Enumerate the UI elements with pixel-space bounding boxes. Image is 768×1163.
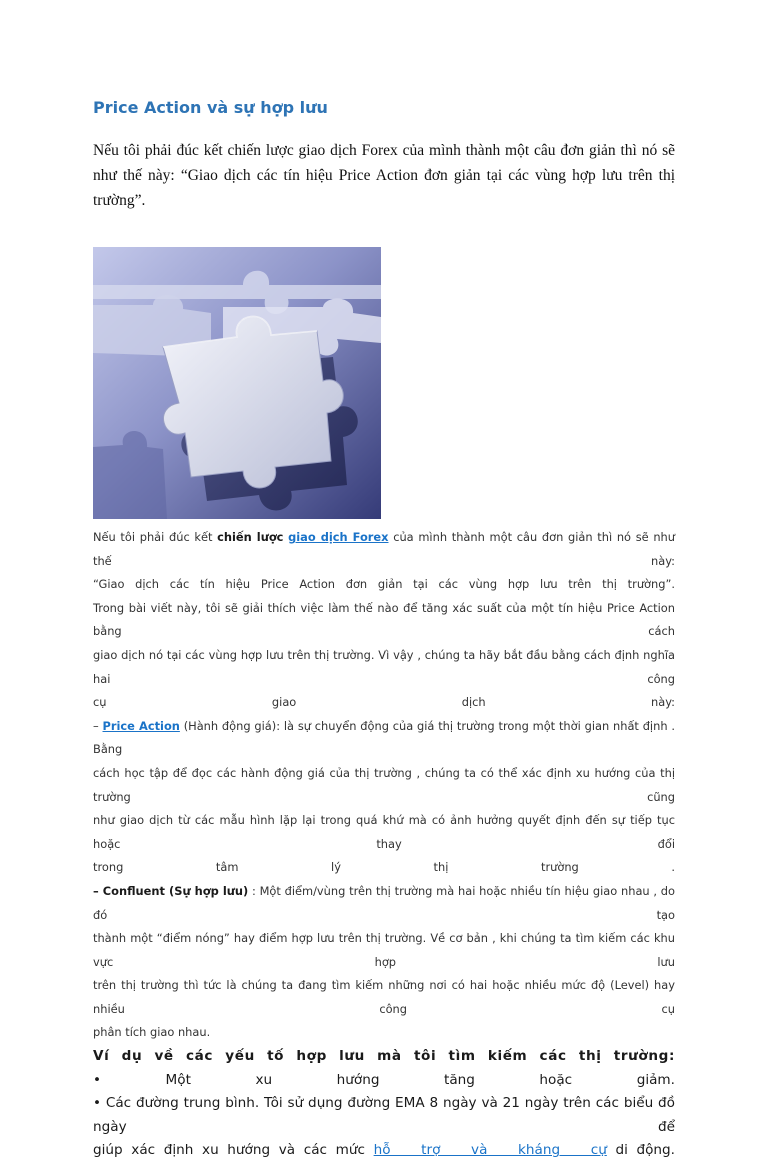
list-item: • Các đường trung bình. Tôi sử dụng đường EMA 8 ngày và 21 ngày trên các biểu đồ ngày để: [93, 1095, 675, 1135]
body-text-span: Nếu tôi phải đúc kết: [93, 530, 218, 544]
intro-paragraph: [93, 138, 675, 213]
bold-term: chiến lược: [217, 530, 284, 544]
body-line: “Giao dịch các tín hiệu Price Action đơn giản tại các vùng hợp lưu trên thị trường”.: [93, 577, 675, 592]
body-line: thành một “điểm nóng” hay điểm hợp lưu trên thị trường. Về cơ bản , khi chúng ta tìm kiếm các khu vực hợp lưu: [93, 931, 675, 969]
examples-section: [93, 1045, 675, 1163]
body-line: [93, 526, 675, 573]
body-text-span: di động.: [606, 1142, 676, 1159]
body-line: [93, 880, 675, 927]
body-text-span: của mình thành một câu đơn giản thì nó sẽ như thế này:: [93, 530, 675, 568]
body-text-span: (Hành động giá): là sự chuyển động của giá thị trường trong một thời gian nhất định . Bằng: [93, 718, 675, 757]
body-line: Trong bài viết này, tôi sẽ giải thích việc làm thế nào để tăng xác suất của một tín hiệu Price Action bằng cách: [93, 600, 675, 639]
article-body: [93, 526, 675, 1163]
body-line: phân tích giao nhau.: [93, 1025, 211, 1040]
body-line: trong tâm lý thị trường .: [93, 860, 675, 875]
body-text-span: giúp xác định xu hướng và các mức: [93, 1142, 374, 1159]
dash: –: [93, 718, 103, 733]
link-ho-tro-khang-cu[interactable]: hỗ trợ và kháng cự: [373, 1142, 607, 1159]
list-item: [93, 1139, 675, 1163]
body-text-span: : Một điểm/vùng trên thị trường mà hai hoặc nhiều tín hiệu giao nhau , do đó tạo: [93, 883, 675, 922]
article-title: Price Action và sự hợp lưu: [93, 98, 328, 117]
list-item: • Một xu hướng tăng hoặc giảm.: [93, 1071, 675, 1088]
body-line: trên thị trường thì tức là chúng ta đang tìm kiếm những nơi có hai hoặc nhiều mức độ (Level) hay nhiều công cụ: [93, 978, 675, 1016]
body-line: cách học tập để đọc các hành động giá của thị trường , chúng ta có thể xác định xu hướng của thị trường cũng: [93, 765, 675, 804]
intro-text: Nếu tôi phải đúc kết chiến lược giao dịch Forex của mình thành một câu đơn giản thì nó sẽ như thế này: “Giao dịch các tín hiệu Price Action đơn giản tại các vùng hợp lưu trên thị trường”.: [93, 142, 675, 209]
body-line: cụ giao dịch này:: [93, 695, 675, 710]
bold-term: – Confluent (Sự hợp lưu): [93, 883, 249, 898]
body-line: giao dịch nó tại các vùng hợp lưu trên thị trường. Vì vậy , chúng ta hãy bắt đầu bằng cách định nghĩa hai công: [93, 647, 675, 686]
link-giao-dich-forex[interactable]: giao dịch Forex: [288, 530, 389, 544]
body-line: như giao dịch từ các mẫu hình lặp lại trong quá khứ mà có ảnh hưởng quyết định đến sự tiếp tục hoặc thay đổi: [93, 813, 675, 851]
link-price-action[interactable]: Price Action: [102, 718, 180, 733]
puzzle-pieces-image: [93, 247, 381, 519]
body-line: [93, 715, 675, 762]
examples-heading: Ví dụ về các yếu tố hợp lưu mà tôi tìm kiếm các thị trường:: [93, 1048, 675, 1065]
